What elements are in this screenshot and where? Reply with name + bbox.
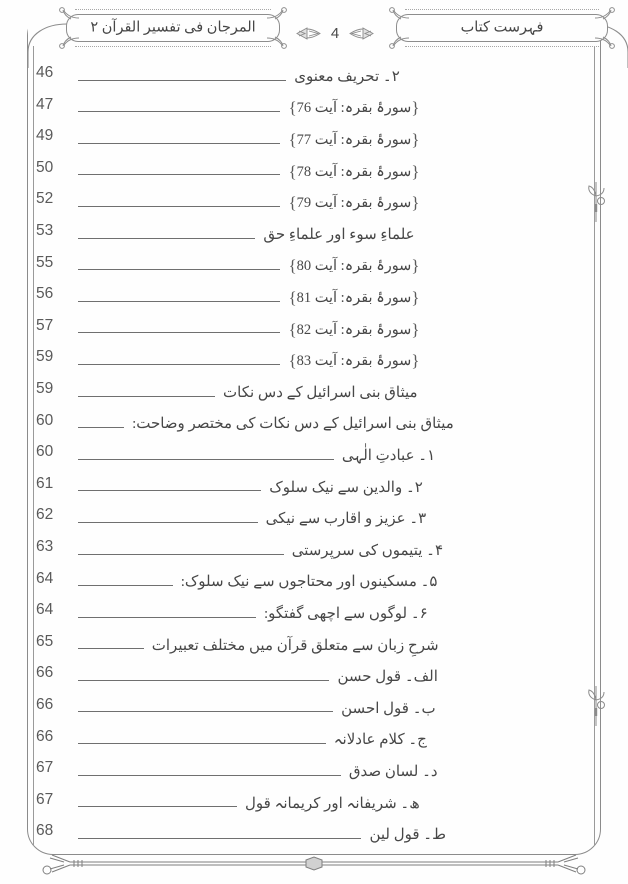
- section-title: فہرست کتاب: [460, 19, 544, 36]
- toc-row-title: ۲۔ تحریف معنوی: [294, 68, 400, 85]
- toc-row-page-number: 49: [36, 127, 54, 145]
- toc-row-title-text: سورۂ بقرہ: آیت 77: [296, 131, 412, 148]
- toc-row[interactable]: [34, 151, 594, 183]
- toc-row-title: [280, 289, 421, 309]
- book-title-cartouche: [66, 14, 280, 42]
- toc-row-leader-line: [78, 805, 237, 807]
- brace-close-icon: }: [288, 351, 297, 371]
- toc-row-title-text: سورۂ بقرہ: آیت 79: [296, 195, 412, 212]
- brace-close-icon: }: [288, 319, 297, 339]
- toc-row-leader-line: [78, 395, 215, 397]
- swirl-ornament-icon: [594, 7, 616, 21]
- brace-open-icon: {: [411, 129, 420, 149]
- toc-row[interactable]: [34, 435, 594, 467]
- toc-row-page-number: 68: [36, 822, 54, 840]
- toc-row[interactable]: [34, 593, 594, 625]
- toc-row-leader-line: [78, 679, 329, 681]
- toc-row-page-number: 55: [36, 253, 54, 271]
- toc-row-page-number: 59: [36, 348, 54, 366]
- toc-row-page-number: 65: [36, 632, 54, 650]
- swirl-ornament-icon: [594, 35, 616, 49]
- toc-row[interactable]: [34, 656, 594, 688]
- section-title-cartouche: [396, 14, 608, 42]
- page-number: 4: [330, 24, 340, 42]
- toc-row-page-number: 56: [36, 285, 54, 303]
- toc-row-leader-line: [78, 837, 361, 839]
- toc-row-title: [280, 131, 421, 151]
- toc-row-leader-line: [78, 710, 333, 712]
- toc-row-leader-line: [78, 489, 261, 491]
- toc-row-title: [280, 257, 421, 277]
- toc-row-title: [280, 352, 421, 372]
- brace-close-icon: }: [288, 129, 297, 149]
- brace-open-icon: {: [411, 98, 420, 118]
- toc-row-title: الف۔ قول حسن: [337, 669, 438, 686]
- toc-row-title-text: سورۂ بقرہ: آیت 83: [296, 353, 412, 370]
- toc-row[interactable]: [34, 56, 594, 88]
- toc-row[interactable]: [34, 277, 594, 309]
- toc-row-page-number: 46: [36, 64, 54, 82]
- toc-row-title: ھ۔ شریفانہ اور کریمانہ قول: [245, 795, 420, 812]
- toc-row-leader-line: [78, 774, 341, 776]
- toc-row-title: [280, 163, 421, 183]
- brace-open-icon: {: [411, 193, 420, 213]
- toc-row-title: ۳۔ عزیز و اقارب سے نیکی: [265, 511, 427, 528]
- toc-row-leader-line: [78, 300, 280, 302]
- cartouche-rule-bottom: [75, 46, 271, 47]
- toc-row-title: ۶۔ لوگوں سے اچھی گفتگو:: [263, 605, 428, 622]
- toc-row-title: د۔ لسان صدق: [348, 763, 438, 780]
- toc-row-page-number: 63: [36, 538, 54, 555]
- toc-row-leader-line: [78, 110, 280, 112]
- brace-close-icon: }: [288, 287, 297, 307]
- swirl-ornament-icon: [58, 35, 80, 49]
- toc-row[interactable]: [34, 498, 594, 530]
- toc-row-title: ب۔ قول احسن: [341, 700, 436, 717]
- toc-row-page-number: 61: [36, 474, 54, 492]
- toc-row[interactable]: [34, 88, 594, 120]
- toc-row-title: میثاق بنی اسرائیل کے دس نکات کی مختصر وضاحت:: [132, 416, 454, 433]
- toc-row-leader-line: [78, 553, 284, 555]
- toc-row-page-number: 53: [36, 222, 54, 240]
- toc-row-title-text: سورۂ بقرہ: آیت 76: [296, 100, 412, 117]
- toc-row[interactable]: [34, 467, 594, 499]
- toc-row-leader-line: [78, 331, 280, 333]
- toc-row[interactable]: [34, 309, 594, 341]
- toc-row[interactable]: [34, 814, 594, 846]
- toc-row[interactable]: [34, 404, 594, 436]
- toc-row-leader-line: [78, 268, 280, 270]
- toc-row-page-number: 67: [36, 790, 54, 808]
- swirl-ornament-icon: [58, 7, 80, 21]
- floral-ornament-icon: [348, 26, 374, 41]
- toc-row-title: ط۔ قول لین: [369, 827, 446, 844]
- toc-row[interactable]: [34, 246, 594, 278]
- brace-open-icon: {: [411, 161, 420, 181]
- toc-row[interactable]: [34, 214, 594, 246]
- toc-row[interactable]: [34, 182, 594, 214]
- toc-row-leader-line: [78, 458, 334, 460]
- swirl-ornament-icon: [388, 7, 410, 21]
- toc-row-title: [280, 194, 421, 214]
- toc-row-leader-line: [78, 521, 258, 523]
- toc-row[interactable]: [34, 119, 594, 151]
- toc-row-leader-line: [78, 426, 124, 428]
- toc-row-page-number: 47: [36, 95, 54, 113]
- toc-row[interactable]: [34, 719, 594, 751]
- table-of-contents: [34, 56, 594, 846]
- toc-row-page-number: 66: [36, 664, 54, 682]
- brace-close-icon: }: [288, 193, 297, 213]
- toc-row[interactable]: [34, 530, 594, 562]
- toc-row[interactable]: [34, 783, 594, 815]
- page-header: [0, 8, 628, 50]
- cartouche-rule-top: [75, 9, 271, 10]
- toc-row-leader-line: [78, 142, 280, 144]
- swirl-ornament-icon: [388, 35, 410, 49]
- toc-row-leader-line: [78, 647, 144, 649]
- brace-close-icon: }: [288, 256, 297, 276]
- toc-row-leader-line: [78, 79, 286, 81]
- toc-row-title-text: سورۂ بقرہ: آیت 80: [296, 258, 412, 275]
- brace-close-icon: }: [288, 98, 297, 118]
- brace-open-icon: {: [411, 319, 420, 339]
- toc-row-page-number: 64: [36, 601, 54, 619]
- toc-row-page-number: 57: [36, 316, 54, 334]
- toc-row-title: ۱۔ عبادتِ الٰہی: [341, 447, 436, 464]
- brace-open-icon: {: [411, 351, 420, 371]
- toc-row-leader-line: [78, 363, 280, 365]
- cartouche-rule-bottom: [405, 46, 599, 47]
- toc-row[interactable]: [34, 751, 594, 783]
- toc-row-page-number: 66: [36, 695, 54, 713]
- toc-row-page-number: 64: [36, 569, 54, 587]
- toc-row-title-text: سورۂ بقرہ: آیت 81: [296, 289, 412, 306]
- toc-row-page-number: 67: [36, 759, 54, 777]
- brace-open-icon: {: [411, 256, 420, 276]
- toc-row-leader-line: [78, 205, 280, 207]
- toc-row-page-number: 66: [36, 727, 54, 745]
- toc-row-page-number: 62: [36, 506, 54, 524]
- toc-row[interactable]: [34, 562, 594, 594]
- toc-row[interactable]: [34, 688, 594, 720]
- toc-row[interactable]: [34, 625, 594, 657]
- toc-row-title: ۵۔ مسکینوں اور محتاجوں سے نیک سلوک:: [180, 574, 438, 591]
- toc-row-leader-line: [78, 742, 326, 744]
- toc-row-leader-line: [78, 237, 255, 239]
- toc-row-title: [280, 321, 421, 341]
- toc-row-page-number: 50: [36, 158, 54, 176]
- toc-row-title: شرحِ زبان سے متعلق قرآن میں مختلف تعبیرات: [151, 637, 439, 654]
- page-number-group: [281, 19, 389, 47]
- book-title: المرجان فی تفسیر القرآن ۲: [90, 19, 256, 36]
- toc-row-title: ج۔ کلام عادلانہ: [333, 732, 427, 749]
- toc-row-title: ۴۔ یتیموں کی سرپرستی: [291, 542, 444, 559]
- toc-row-leader-line: [78, 173, 280, 175]
- bottom-scroll-rule-icon: [34, 851, 594, 877]
- toc-row-title: ۲۔ والدین سے نیک سلوک: [269, 479, 423, 496]
- toc-row-title: [280, 99, 421, 119]
- toc-row[interactable]: [34, 340, 594, 372]
- cartouche-rule-top: [405, 9, 599, 10]
- toc-row-leader-line: [78, 584, 173, 586]
- toc-row-page-number: 60: [36, 411, 54, 429]
- floral-ornament-icon: [296, 26, 322, 41]
- toc-row-page-number: 59: [36, 380, 54, 398]
- toc-row-title-text: سورۂ بقرہ: آیت 78: [296, 163, 412, 180]
- toc-row[interactable]: [34, 372, 594, 404]
- toc-row-leader-line: [78, 616, 256, 618]
- toc-row-page-number: 60: [36, 443, 54, 461]
- toc-row-title: میثاق بنی اسرائیل کے دس نکات: [223, 384, 418, 401]
- brace-close-icon: }: [288, 161, 297, 181]
- toc-row-title: علماءِ سوء اور علماءِ حق: [263, 226, 415, 243]
- toc-row-title-text: سورۂ بقرہ: آیت 82: [296, 321, 412, 338]
- brace-open-icon: {: [411, 287, 420, 307]
- toc-row-page-number: 52: [36, 190, 54, 208]
